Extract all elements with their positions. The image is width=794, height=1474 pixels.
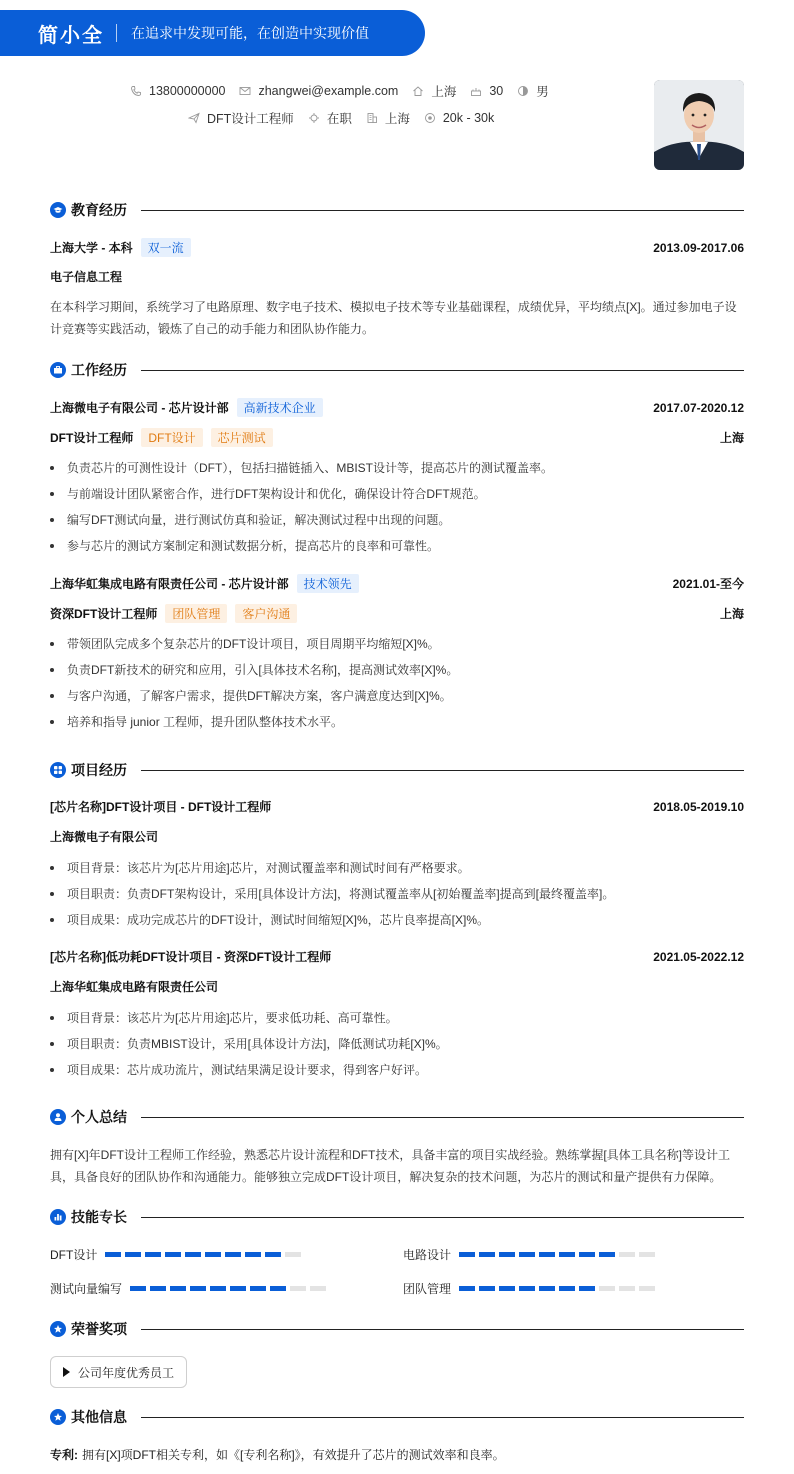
bullet-dot (50, 642, 54, 646)
bullet-dot (50, 866, 54, 870)
mail-icon (239, 85, 251, 97)
skill-level-bar (459, 1252, 659, 1257)
bullet-text: 带领团队完成多个复杂芯片的DFT设计项目，项目周期平均缩短[X]%。 (67, 637, 440, 651)
age-icon (470, 85, 482, 97)
bullet-dot (50, 720, 54, 724)
list-item (50, 713, 744, 730)
bullet-text: 项目职责：负责DFT架构设计，采用[具体设计方法]，将测试覆盖率从[初始覆盖率]提高到[最终覆盖率]。 (67, 887, 615, 901)
city-text: 上海 (431, 85, 457, 99)
project-period: 2021.05-2022.12 (653, 949, 744, 964)
user-icon (50, 1109, 66, 1125)
skill-name: DFT设计 (50, 1248, 98, 1262)
medal-icon (50, 1321, 66, 1337)
bullet-dot (50, 918, 54, 922)
project-period: 2018.05-2019.10 (653, 799, 744, 814)
skill-name: 电路设计 (403, 1248, 452, 1262)
salary-icon (424, 112, 436, 124)
skill-segment (539, 1286, 555, 1291)
other-label: 专利: (50, 1448, 78, 1462)
job-company: 上海微电子有限公司 - 芯片设计部 (50, 401, 229, 415)
list-item (50, 511, 744, 528)
bullet-text: 负责芯片的可测性设计（DFT），包括扫描链插入、MBIST设计等，提高芯片的测试覆盖率。 (67, 461, 553, 475)
contact-position (188, 109, 294, 127)
skill-item (403, 1246, 659, 1263)
project-org: 上海微电子有限公司 (50, 830, 159, 844)
bullet-text: 培养和指导 junior 工程师，提升团队整体技术水平。 (67, 715, 344, 729)
skill-segment (210, 1286, 226, 1291)
bullet-dot (50, 892, 54, 896)
list-item (50, 859, 744, 876)
skill-segment (519, 1286, 535, 1291)
job-period: 2021.01-至今 (672, 577, 744, 591)
section-divider (141, 1117, 744, 1118)
section-title: 技能专长 (71, 1209, 127, 1225)
skill-segment (185, 1252, 201, 1257)
section-divider (141, 770, 744, 771)
skill-segment (205, 1252, 221, 1257)
project-2-org-row (50, 978, 744, 995)
list-item (50, 635, 744, 652)
skill-segment (310, 1286, 326, 1291)
skill-segment (519, 1252, 535, 1257)
bullet-text: 项目背景：该芯片为[芯片用途]芯片，要求低功耗、高可靠性。 (67, 1011, 398, 1025)
banner-divider (116, 24, 117, 42)
email-text: zhangwei@example.com (258, 84, 399, 98)
section-divider (141, 1217, 744, 1218)
header-banner (0, 10, 425, 56)
education-header (50, 238, 744, 257)
role-tag: DFT设计 (141, 428, 202, 447)
building-icon (366, 112, 378, 124)
skill-item (403, 1280, 659, 1297)
job-company: 上海华虹集成电路有限责任公司 - 芯片设计部 (50, 577, 289, 591)
school-name: 上海大学 - 本科 (50, 241, 133, 255)
skill-segment (619, 1252, 635, 1257)
bullet-dot (50, 492, 54, 496)
section-education (50, 200, 744, 220)
other-info-row (50, 1446, 744, 1463)
contact-phone (130, 84, 225, 98)
skill-level-bar (459, 1286, 659, 1291)
age-text: 30 (489, 84, 504, 98)
play-icon (63, 1367, 70, 1377)
skill-segment (579, 1286, 595, 1291)
bullet-dot (50, 1016, 54, 1020)
project-1-org-row (50, 828, 744, 845)
contact-gender (517, 82, 549, 100)
section-divider (141, 370, 744, 371)
skill-segment (165, 1252, 181, 1257)
section-skills (50, 1207, 744, 1227)
list-item (50, 1035, 744, 1052)
status-icon (308, 112, 320, 124)
list-item (50, 537, 744, 554)
bullet-dot (50, 518, 54, 522)
star-icon (50, 1409, 66, 1425)
skill-segment (290, 1286, 306, 1291)
job-1-header (50, 398, 744, 417)
role-tag: 团队管理 (165, 604, 227, 623)
project-name: [芯片名称]低功耗DFT设计项目 - 资深DFT设计工程师 (50, 950, 332, 964)
skill-segment (559, 1252, 575, 1257)
skill-segment (599, 1252, 615, 1257)
section-divider (141, 1417, 744, 1418)
list-item (50, 661, 744, 678)
skill-segment (245, 1252, 261, 1257)
bullet-text: 项目背景：该芯片为[芯片用途]芯片，对测试覆盖率和测试时间有严格要求。 (67, 861, 470, 875)
education-period: 2013.09-2017.06 (653, 240, 744, 255)
list-item (50, 1061, 744, 1078)
skill-level-bar (105, 1252, 305, 1257)
list-item (50, 1009, 744, 1026)
award-item (50, 1356, 187, 1388)
list-item (50, 885, 744, 902)
bullet-dot (50, 668, 54, 672)
section-title: 其他信息 (71, 1409, 127, 1425)
section-honors (50, 1319, 744, 1339)
skill-segment (265, 1252, 281, 1257)
motto: 在追求中发现可能，在创造中实现价值 (131, 25, 369, 41)
skill-segment (270, 1286, 286, 1291)
skill-segment (599, 1286, 615, 1291)
skill-name: 团队管理 (403, 1282, 452, 1296)
candidate-name: 简小全 (38, 24, 104, 47)
section-divider (141, 1329, 744, 1330)
work-city-text: 上海 (384, 112, 410, 126)
section-work (50, 360, 744, 380)
skill-name: 测试向量编写 (50, 1282, 123, 1296)
skill-segment (619, 1286, 635, 1291)
salary-text: 20k - 30k (442, 111, 495, 125)
role-tag: 客户沟通 (235, 604, 297, 623)
skill-segment (499, 1252, 515, 1257)
project-name: [芯片名称]DFT设计项目 - DFT设计工程师 (50, 800, 272, 814)
skill-segment (285, 1252, 301, 1257)
section-other (50, 1407, 744, 1427)
bullet-text: 参与芯片的测试方案制定和测试数据分析，提高芯片的良率和可靠性。 (67, 539, 440, 553)
skill-segment (190, 1286, 206, 1291)
contact-row-1 (130, 82, 563, 100)
job-location: 上海 (719, 607, 744, 621)
skill-segment (479, 1286, 495, 1291)
bullet-text: 编写DFT测试向量，进行测试仿真和验证，解决测试过程中出现的问题。 (67, 513, 451, 527)
job-1-role-row (50, 428, 744, 447)
project-1-header (50, 798, 744, 815)
award-text: 公司年度优秀员工 (78, 1365, 175, 1380)
skill-segment (539, 1252, 555, 1257)
list-item (50, 687, 744, 704)
summary-text: 拥有[X]年DFT设计工程师工作经验，熟悉芯片设计流程和DFT技术，具备丰富的项目实战经验。熟练掌握[具体工具名称]等设计工具，具备良好的团队协作和沟通能力。能够独立完成DFT设计项目，解决复杂的技术问题，为芯片的测试和量产提供有力保障。 (50, 1148, 730, 1184)
bullet-dot (50, 544, 54, 548)
project-org: 上海华虹集成电路有限责任公司 (50, 980, 219, 994)
send-icon (188, 112, 200, 124)
bullet-dot (50, 1042, 54, 1046)
skill-segment (479, 1252, 495, 1257)
position-text: DFT设计工程师 (207, 112, 294, 126)
gender-icon (517, 85, 529, 97)
phone-icon (130, 85, 142, 97)
company-tag: 高新技术企业 (237, 398, 323, 417)
list-item (50, 911, 744, 928)
bullet-dot (50, 466, 54, 470)
status-text: 在职 (326, 112, 352, 126)
role-tag: 芯片测试 (211, 428, 273, 447)
bullet-text: 负责DFT新技术的研究和应用，引入[具体技术名称]，提高测试效率[X]%。 (67, 663, 459, 677)
contact-email (239, 84, 398, 98)
skill-segment (170, 1286, 186, 1291)
skill-item (50, 1246, 305, 1263)
phone-text: 13800000000 (149, 84, 226, 98)
briefcase-icon (50, 362, 66, 378)
major: 电子信息工程 (50, 270, 123, 284)
skill-segment (105, 1252, 121, 1257)
home-icon (412, 85, 424, 97)
company-tag: 技术领先 (297, 574, 359, 593)
skill-item (50, 1280, 330, 1297)
school-tag: 双一流 (141, 238, 191, 257)
job-location: 上海 (719, 431, 744, 445)
section-title: 个人总结 (71, 1109, 127, 1125)
skill-segment (559, 1286, 575, 1291)
bullet-text: 项目成果：芯片成功流片，测试结果满足设计要求，得到客户好评。 (67, 1063, 428, 1077)
bullet-text: 项目成果：成功完成芯片的DFT设计，测试时间缩短[X]%，芯片良率提高[X]%。 (67, 913, 490, 927)
section-title: 荣誉奖项 (71, 1321, 127, 1337)
section-title: 教育经历 (71, 202, 127, 218)
grid-icon (50, 762, 66, 778)
bullet-text: 与客户沟通，了解客户需求，提供DFT解决方案，客户满意度达到[X]%。 (67, 689, 452, 703)
skill-segment (459, 1286, 475, 1291)
bullet-text: 与前端设计团队紧密合作，进行DFT架构设计和优化，确保设计符合DFT规范。 (67, 487, 486, 501)
contact-row-2 (188, 109, 508, 127)
bullet-text: 项目职责：负责MBIST设计，采用[具体设计方法]，降低测试功耗[X]%。 (67, 1037, 448, 1051)
job-2-role-row (50, 604, 744, 623)
section-summary (50, 1107, 744, 1127)
skill-segment (150, 1286, 166, 1291)
bullet-dot (50, 1068, 54, 1072)
job-2-header (50, 574, 744, 593)
contact-work-city (366, 109, 410, 127)
contact-salary (424, 111, 494, 125)
skill-segment (250, 1286, 266, 1291)
skill-segment (459, 1252, 475, 1257)
contact-status (308, 109, 352, 127)
bar-chart-icon (50, 1209, 66, 1225)
gender-text: 男 (536, 85, 549, 99)
project-2-header (50, 948, 744, 965)
skill-segment (639, 1286, 655, 1291)
other-text: 拥有[X]项DFT相关专利，如《[专利名称]》，有效提升了芯片的测试效率和良率。 (82, 1448, 505, 1462)
contact-age (470, 84, 503, 98)
skill-segment (230, 1286, 246, 1291)
skill-segment (125, 1252, 141, 1257)
skill-segment (225, 1252, 241, 1257)
section-title: 项目经历 (71, 762, 127, 778)
section-title: 工作经历 (71, 362, 127, 378)
section-projects (50, 760, 744, 780)
skill-segment (499, 1286, 515, 1291)
section-divider (141, 210, 744, 211)
contact-city (412, 82, 456, 100)
list-item (50, 485, 744, 502)
job-role: DFT设计工程师 (50, 431, 134, 445)
job-period: 2017.07-2020.12 (653, 400, 744, 415)
skill-segment (130, 1286, 146, 1291)
job-role: 资深DFT设计工程师 (50, 607, 158, 621)
list-item (50, 459, 744, 476)
skill-segment (145, 1252, 161, 1257)
profile-photo (654, 80, 744, 170)
education-major-row (50, 268, 744, 285)
education-description: 在本科学习期间，系统学习了电路原理、数字电子技术、模拟电子技术等专业基础课程，成绩优异，平均绩点[X]。通过参加电子设计竞赛等实践活动，锻炼了自己的动手能力和团队协作能力。 (50, 300, 737, 336)
bullet-dot (50, 694, 54, 698)
skill-segment (579, 1252, 595, 1257)
graduation-cap-icon (50, 202, 66, 218)
skill-segment (639, 1252, 655, 1257)
skill-level-bar (130, 1286, 330, 1291)
